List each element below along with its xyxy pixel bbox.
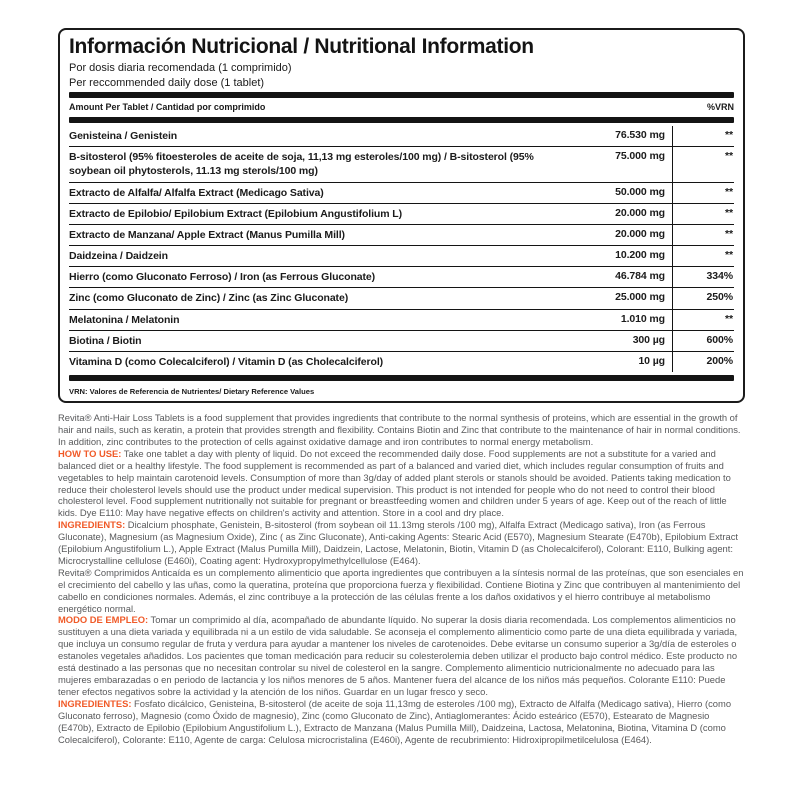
es-description-text: Revita® Comprimidos Anticaída es un complemento alimenticio que aporta ingredientes que contribuyen a la síntesis normal de las proteínas, que son esenciales en el crecimiento del cabello y las uñas, como la queratina, proteína que proporciona fuerza y flexibilidad. Contiene Biotina y Zinc que contribuyen al mantenimiento del cabello en condiciones normales. Además, el zinc contribuye a la protección de las células frente a los daños oxidativos y el hierro contribuye al metabolismo energético normal.: [58, 566, 744, 614]
nutrient-amount: 76.530 mg: [615, 129, 665, 141]
table-row: [69, 182, 734, 203]
how-to-use-text: Take one tablet a day with plenty of liquid. Do not exceed the recommended daily dose. Food supplements are not a substitute for a varied and balanced diet or a healthy lifestyle. The food supplement is recommended as part of a balanced and varied diet, which includes regular consumption of fruits and vegetables to help maintain carotenoid levels. Consumption of more than 3g/day of added plant sterols or stanols should be avoided. Patients taking medication to reduce their cholesterol levels should use the product under medical supervision. This product is not intended for people who do not need to control their blood cholesterol level. Food supplement nutritionally not suitable for pregnant or breastfeeding women and children under 5 years of age. Keep out of the reach of little kids. Dye E110: May have negative effects on children's activity and attention. Store in a cool and dry place.: [58, 447, 731, 519]
nutrient-amount: 300 µg: [632, 333, 665, 346]
nutrient-name: Biotina / Biotin: [69, 334, 142, 347]
nutrient-amount: 1.010 mg: [620, 312, 665, 325]
information-text: [58, 412, 745, 745]
nutrient-name: Daidzeina / Daidzein: [69, 250, 168, 263]
paragraph-en-description: [58, 412, 745, 448]
nutrient-vrn: **: [672, 183, 734, 203]
nutrient-name: Zinc (como Gluconato de Zinc) / Zinc (as Zinc Gluconate): [69, 292, 349, 305]
nutrient-vrn: 334%: [672, 267, 734, 287]
nutrient-amount: 20.000 mg: [615, 227, 665, 240]
nutrition-facts-box: [58, 28, 745, 403]
ingredients-label: INGREDIENTS:: [58, 519, 126, 531]
vrn-footnote: VRN: Valores de Referencia de Nutrientes/ Dietary Reference Values: [69, 387, 315, 397]
nutrient-amount: 10.200 mg: [615, 249, 665, 262]
nutrient-vrn: **: [672, 246, 734, 266]
ingredientes-label: INGREDIENTES:: [58, 697, 132, 709]
nutrient-amount: 20.000 mg: [615, 206, 665, 219]
vrn-column-header: %VRN: [706, 102, 734, 112]
nutrient-name: Vitamina D (como Colecalciferol) / Vitamin D (as Cholecalciferol): [69, 355, 384, 368]
dose-line-en: Per reccommended daily dose (1 tablet): [69, 77, 265, 89]
table-row: [69, 287, 734, 308]
nutrient-amount: 75.000 mg: [615, 150, 665, 163]
divider-bar-top: [69, 92, 734, 98]
amount-column-header: Amount Per Tablet / Cantidad por comprimido: [69, 102, 266, 112]
paragraph-modo-de-empleo: [58, 614, 745, 697]
nutrient-vrn: **: [672, 147, 734, 181]
nutrient-vrn: 600%: [672, 331, 734, 351]
table-row: [69, 266, 734, 287]
nutrient-vrn: 250%: [672, 288, 734, 308]
nutrient-name: B-sitosterol (95% fitoesteroles de aceite de soja, 11,13 mg esteroles/100 mg) / B-sitosterol (95% soybean oil phytosterols, 11.13 mg sterols/100 mg): [69, 151, 534, 178]
table-column-header: [69, 101, 734, 114]
divider-bar-bottom: [69, 375, 734, 381]
nutrient-amount: 46.784 mg: [615, 270, 665, 283]
paragraph-es-description: [58, 567, 745, 615]
dose-line-es: Por dosis diaria recomendada (1 comprimido): [69, 62, 292, 74]
nutrient-vrn: **: [672, 204, 734, 224]
ingredientes-text: Fosfato dicálcico, Genisteina, B-sitosterol (de aceite de soja 11,13mg de esteroles /100 mg), Extracto de Alfalfa (Medicago sativa), Hierro (como Gluconato ferroso), Magnesio (como Óxido de magnesio), Zinc (como Gluconato de Zinc), Antiaglomerantes: Ácido esteárico (E570), Estearato de Magnesio (E470b), Extracto de Epilobio (Epilobium Angustifolium L.), Extracto de Manzana (Malus Pumilla Mill), Daidzeina, Lactosa, Melatonina, Biotina, Vitamina D (como Colecalciferol), Colorante: E110, Agente de carga: Celulosa microcristalina (E460i), Agente de recubrimiento: Hidroxipropilmetilcelulosa (E464).: [58, 697, 732, 745]
paragraph-how-to-use: [58, 448, 745, 519]
nutrient-vrn: **: [672, 310, 734, 330]
paragraph-ingredientes-es: [58, 698, 745, 746]
table-row: [69, 309, 734, 330]
nutrient-amount: 10 µg: [638, 354, 665, 367]
ingredients-text: Dicalcium phosphate, Genistein, B-sitosterol (from soybean oil 11.13mg sterols /100 mg), Alfalfa Extract (Medicago sativa), Iron (as Ferrous Gluconate), Magnesium (as Magnesium Oxide), Zinc ( as Zinc Gluconate), Anti-caking Agents: Stearic Acid (E570), Magnesium Stearate (E470b), Epilobium Extract (Epilobium Angustifolium L.), Apple Extract (Malus Pumilla Mill), Daidzein, Lactose, Melatonin, Biotin, Vitamin D (as Cholecalciferol), Colorant: E110, Bulking agent: Microcrystalline cellulose (E460i), Coating agent: Hydroxypropylmethylcellulose (E464).: [58, 519, 738, 566]
table-row: [69, 351, 734, 372]
nutrient-name: Genisteina / Genistein: [69, 130, 178, 142]
label-title: Información Nutricional / Nutritional Information: [69, 35, 534, 58]
table-row: [69, 224, 734, 245]
nutrient-vrn: 200%: [672, 352, 734, 372]
nutrient-vrn: **: [672, 126, 734, 146]
nutrient-name: Melatonina / Melatonin: [69, 313, 180, 326]
en-description-text: Revita® Anti-Hair Loss Tablets is a food supplement that provides ingredients that contribute to the normal synthesis of proteins, which are essential in the growth of hair and nails, such as keratin, a protein that provides strength and flexibility. Contains Biotin and Zinc that contribute to the maintenance of hair in normal conditions. In addition, zinc contributes to the protection of cells against oxidative damage and iron contributes to normal energy metabolism.: [58, 412, 741, 447]
paragraph-ingredients-en: [58, 519, 745, 567]
nutrient-amount: 25.000 mg: [615, 291, 665, 304]
nutrient-vrn: **: [672, 225, 734, 245]
table-row: [69, 126, 734, 146]
nutrient-amount: 50.000 mg: [615, 185, 665, 198]
nutrient-name: Extracto de Manzana/ Apple Extract (Manus Pumilla Mill): [69, 228, 345, 241]
nutrient-name: Extracto de Alfalfa/ Alfalfa Extract (Medicago Sativa): [69, 186, 324, 199]
nutrition-rows: [69, 126, 734, 372]
nutrient-name: Hierro (como Gluconato Ferroso) / Iron (as Ferrous Gluconate): [69, 271, 376, 284]
table-row: [69, 330, 734, 351]
divider-bar-header: [69, 117, 734, 123]
modo-de-empleo-text: Tomar un comprimido al día, acompañado de abundante líquido. No superar la dosis diaria recomendada. Los complementos alimenticios no sustituyen a una dieta variada y equilibrada ni a un estilo de vida saludable. Se aconseja el complemento alimenticio como parte de una dieta equilibrada y variada, que incluya un consumo regular de fruta y verdura para ayudar a mantener los niveles de carotenoides. Debe evitarse un consumo superior a 3g/día de esteroles o estanoles vegetales añadidos. Los pacientes que toman medicación para reducir su colesterolemia deben utilizar el producto bajo control médico. Este producto no está destinado a las personas que no necesitan controlar su nivel de colesterol en la sangre. Complemento alimenticio nutricionalmente no adecuado para las mujeres embarazadas o en periodo de lactancia y los niños menores de 5 años. Mantener fuera del alcance de los niños más pequeños. Colorante E110: Puede tener efectos negativos sobre la actividad y la atención de los niños. Guardar en un lugar fresco y seco.: [58, 614, 738, 697]
how-to-use-label: HOW TO USE:: [58, 447, 122, 459]
table-row: [69, 203, 734, 224]
table-row: [69, 146, 734, 181]
nutrient-name: Extracto de Epilobio/ Epilobium Extract (Epilobium Angustifolium L): [69, 207, 403, 220]
table-row: [69, 245, 734, 266]
modo-de-empleo-label: MODO DE EMPLEO:: [58, 614, 149, 626]
